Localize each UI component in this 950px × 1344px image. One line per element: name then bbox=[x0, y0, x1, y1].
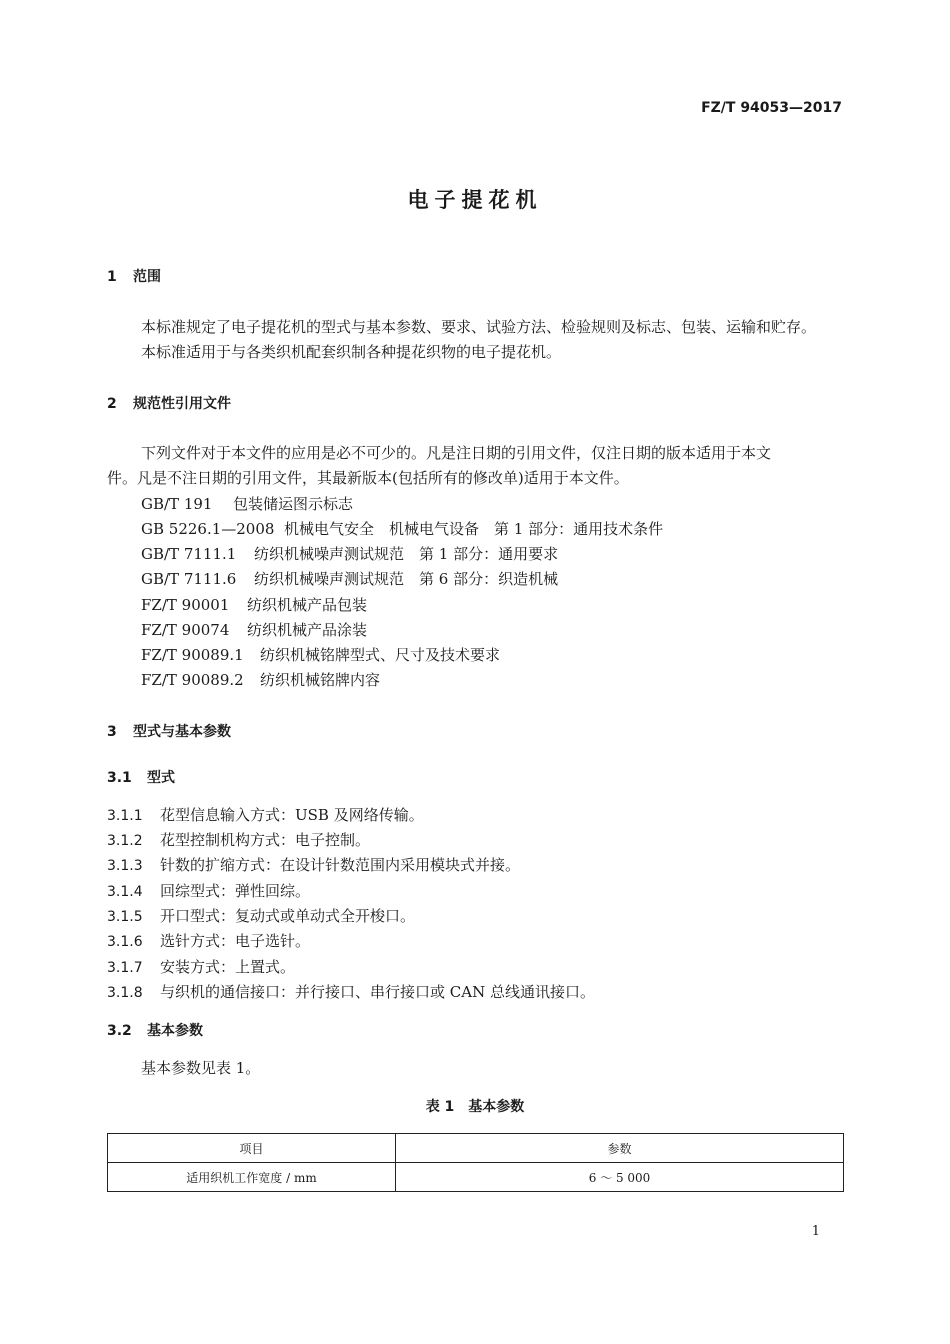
subsection-number: 3.1 bbox=[107, 770, 132, 786]
clause-number: 3.1.7 bbox=[107, 960, 143, 976]
clause-item bbox=[107, 981, 595, 1002]
section-1-heading bbox=[107, 266, 161, 286]
clause-item bbox=[107, 905, 415, 926]
subsection-3-1-heading bbox=[107, 767, 175, 787]
subsection-3-2-heading bbox=[107, 1020, 203, 1040]
parameter-table bbox=[107, 1133, 844, 1192]
table-header-row bbox=[108, 1134, 844, 1163]
reference-item bbox=[141, 594, 367, 615]
reference-title: 机械电气安全 机械电气设备 第 1 部分：通用技术条件 bbox=[284, 520, 664, 538]
clause-number: 3.1.4 bbox=[107, 884, 143, 900]
subsection-title: 基本参数 bbox=[147, 1023, 203, 1039]
reference-code: GB/T 191 bbox=[141, 495, 213, 513]
clause-text: 与织机的通信接口：并行接口、串行接口或 CAN 总线通讯接口。 bbox=[160, 983, 595, 1001]
clause-item bbox=[107, 854, 520, 875]
section-2-intro-line-1: 下列文件对于本文件的应用是必不可少的。凡是注日期的引用文件，仅注日期的版本适用于本文 bbox=[141, 444, 772, 462]
clause-number: 3.1.1 bbox=[107, 808, 143, 824]
clause-number: 3.1.6 bbox=[107, 934, 143, 950]
reference-title: 纺织机械产品涂装 bbox=[247, 621, 368, 639]
standard-code: FZ/T 94053—2017 bbox=[701, 100, 842, 116]
clause-item bbox=[107, 930, 310, 951]
clause-text: 花型控制机构方式：电子控制。 bbox=[160, 831, 371, 849]
section-1-para-2: 本标准适用于与各类织机配套织制各种提花织物的电子提花机。 bbox=[141, 343, 562, 361]
reference-title: 纺织机械铭牌型式、尺寸及技术要求 bbox=[260, 646, 501, 664]
reference-code: GB/T 7111.1 bbox=[141, 545, 237, 563]
section-number: 2 bbox=[107, 396, 117, 412]
document-title: 电子提花机 bbox=[407, 187, 543, 212]
reference-title: 纺织机械噪声测试规范 第 1 部分：通用要求 bbox=[254, 545, 559, 563]
reference-code: FZ/T 90001 bbox=[141, 596, 230, 614]
table-caption: 表 1 基本参数 bbox=[425, 1099, 525, 1115]
reference-title: 包装储运图示标志 bbox=[233, 495, 354, 513]
reference-item bbox=[141, 493, 353, 514]
reference-code: FZ/T 90074 bbox=[141, 621, 230, 639]
subsection-number: 3.2 bbox=[107, 1023, 132, 1039]
page-number: 1 bbox=[811, 1224, 820, 1239]
table-cell: 6 ～ 5 000 bbox=[396, 1163, 844, 1192]
clause-text: 安装方式：上置式。 bbox=[160, 958, 296, 976]
clause-item bbox=[107, 956, 295, 977]
clause-number: 3.1.8 bbox=[107, 985, 143, 1001]
table-header-cell: 参数 bbox=[396, 1134, 844, 1163]
clause-text: 选针方式：电子选针。 bbox=[160, 932, 311, 950]
reference-code: GB/T 7111.6 bbox=[141, 570, 237, 588]
section-title: 型式与基本参数 bbox=[133, 724, 231, 740]
clause-number: 3.1.3 bbox=[107, 858, 143, 874]
reference-item bbox=[141, 568, 558, 589]
section-3-heading bbox=[107, 721, 231, 741]
reference-title: 纺织机械噪声测试规范 第 6 部分：织造机械 bbox=[254, 570, 559, 588]
reference-code: GB 5226.1—2008 bbox=[141, 520, 275, 538]
clause-number: 3.1.5 bbox=[107, 909, 143, 925]
table-cell: 适用织机工作宽度 / mm bbox=[108, 1163, 396, 1192]
section-number: 1 bbox=[107, 269, 117, 285]
clause-text: 针数的扩缩方式：在设计针数范围内采用模块式并接。 bbox=[160, 856, 521, 874]
section-2-heading bbox=[107, 393, 231, 413]
clause-item bbox=[107, 804, 424, 825]
section-2-intro-line-2: 件。凡是不注日期的引用文件，其最新版本(包括所有的修改单)适用于本文件。 bbox=[107, 469, 629, 487]
reference-item bbox=[141, 518, 663, 539]
clause-text: 花型信息输入方式：USB 及网络传输。 bbox=[160, 806, 424, 824]
clause-text: 开口型式：复动式或单动式全开梭口。 bbox=[160, 907, 416, 925]
reference-code: FZ/T 90089.1 bbox=[141, 646, 244, 664]
section-1-para-1: 本标准规定了电子提花机的型式与基本参数、要求、试验方法、检验规则及标志、包装、运输和贮存。 bbox=[141, 318, 817, 336]
section-title: 规范性引用文件 bbox=[133, 396, 231, 412]
reference-title: 纺织机械铭牌内容 bbox=[260, 671, 381, 689]
section-title: 范围 bbox=[133, 269, 161, 285]
reference-item bbox=[141, 619, 367, 640]
clause-number: 3.1.2 bbox=[107, 833, 143, 849]
reference-code: FZ/T 90089.2 bbox=[141, 671, 244, 689]
reference-item bbox=[141, 543, 558, 564]
clause-text: 回综型式：弹性回综。 bbox=[160, 882, 311, 900]
subsection-title: 型式 bbox=[147, 770, 175, 786]
reference-title: 纺织机械产品包装 bbox=[247, 596, 368, 614]
section-number: 3 bbox=[107, 724, 117, 740]
clause-item bbox=[107, 829, 370, 850]
table-row bbox=[108, 1163, 844, 1192]
table-header-cell: 项目 bbox=[108, 1134, 396, 1163]
reference-item bbox=[141, 669, 380, 690]
reference-item bbox=[141, 644, 500, 665]
subsection-3-2-para: 基本参数见表 1。 bbox=[141, 1059, 261, 1077]
clause-item bbox=[107, 880, 310, 901]
